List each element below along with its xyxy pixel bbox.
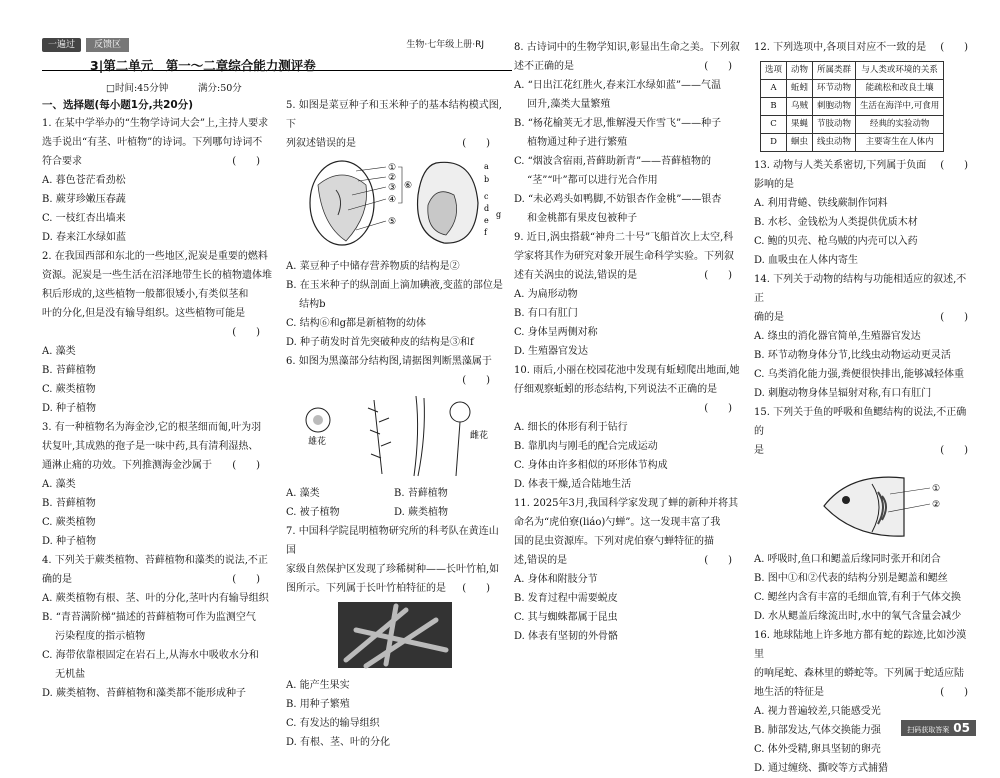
q16-stem: 的响尾蛇、森林里的蟒蛇等。下列属于蛇适应陆 [754,668,964,679]
question-7 [286,522,504,752]
seed-diagram [286,155,504,251]
q2-option: B. 苔藓植物 [42,365,96,376]
q2-stem: 资源。泥炭是一些生活在沼泽地带生长的植物遗体堆 [42,270,272,281]
q5-stem: 列叙述错误的是 ( ) [286,138,490,149]
table-row: A 蚯蚓 环节动物 能疏松和改良土壤 [761,80,944,98]
subject-label: 生物·七年级上册·RJ [406,40,484,50]
q1-stem-2: 选手说出“有茎、叶植物”的诗词。下列哪句诗词不 [42,137,263,148]
q10-stem: 仔细观察蚯蚓的形态结构,下列说法不正确的是 [514,384,718,395]
seed-label: c [484,192,489,201]
q10-option: A. 细长的体形有利于钻行 [514,422,628,433]
q7-option: C. 有发达的输导组织 [286,718,380,729]
q3-stem: 状复叶,其成熟的孢子是一味中药,具有清利湿热、 [42,441,259,452]
q8-option: A. “日出江花红胜火,春来江水绿如蓝”——气温 [514,80,721,91]
q9-option: B. 有口有肛门 [514,308,578,319]
q9-option: D. 生殖器官发达 [514,346,589,357]
q2-option: A. 藻类 [42,346,76,357]
seed-label: a [484,162,489,171]
q13-option: A. 利用背蜷、铁线蕨制作饲料 [754,198,888,209]
q15-stem: 15. 下列关于鱼的呼吸和鱼鳃结构的说法,不正确的 [754,407,967,437]
q6-stem: 6. 如图为黑藻部分结构图,请据图判断黑藻属于 [286,356,492,367]
q5-option: A. 菜豆种子中储存营养物质的结构是② [286,261,460,272]
q8-option: B. “杨花榆荚无才思,惟解漫天作雪飞”——种子 [514,118,722,129]
q7-stem: 图所示。下列属于长叶竹柏特征的是 ( ) [286,583,490,594]
question-2 [42,247,274,418]
q3-option: D. 种子植物 [42,536,97,547]
q11-option: B. 发育过程中需要蜕皮 [514,593,618,604]
seed-label: ④ [388,195,397,205]
podocarpus-photo [286,600,504,670]
female-flower-label: 雌花 [470,431,489,441]
q7-option: B. 用种子繁殖 [286,699,350,710]
tag-feedback: 反馈区 [86,38,129,52]
q5-stem: 5. 如图是菜豆种子和玉米种子的基本结构模式图,下 [286,100,502,130]
q8-stem: 述不正确的是 ( ) [514,61,732,72]
q4-stem: 确的是 ( ) [42,574,260,585]
seed-label: d [484,204,490,213]
q1-stem: 1. 在某中学举办的“生物学诗词大会”上,主持人要求 [42,118,269,129]
seed-label: ⑥ [404,181,413,191]
q8-stem: 8. 古诗词中的生物学知识,彰显出生命之美。下列叙 [514,42,740,53]
q1-option: D. 春来江水绿如蓝 [42,232,127,243]
question-4 [42,551,274,703]
table-header-cell: 与人类或环境的关系 [856,62,944,80]
q9-stem: 述有关涡虫的说法,错误的是 ( ) [514,270,732,281]
seed-label: ⑤ [388,217,397,227]
q7-stem: 7. 中国科学院昆明植物研究所的科考队在黄连山国 [286,526,499,556]
table-header-cell: 选项 [761,62,787,80]
q15-option: B. 图中①和②代表的结构分别是鳃盖和鳃丝 [754,573,948,584]
q2-stem: 积后形成的,这些植物一般都很矮小,有类似茎和 [42,289,249,300]
q16-option: B. 肺部发达,气体交换能力强 [754,725,881,736]
q11-stem: 述,错误的是 ( ) [514,555,732,566]
q1-option: A. 暮色苍茫看劲松 [42,175,126,186]
question-16 [754,626,976,778]
q3-stem: 3. 有一种植物名为海金沙,它的根茎细而匍,叶为羽 [42,422,262,433]
fish-label-2: ② [932,500,941,510]
q9-option: C. 身体呈两侧对称 [514,327,598,338]
q13-stem: 13. 动物与人类关系密切,下列属于负面 ( ) [754,160,968,171]
seed-label: g [496,210,502,219]
q4-stem: 4. 下列关于蕨类植物、苔藓植物和藻类的说法,不正 [42,555,268,566]
fish-label-1: ① [932,484,941,494]
table-header-cell: 动物 [787,62,813,80]
seed-label: ③ [388,183,397,193]
seed-label: ② [388,173,397,183]
q1-option: B. 蕨芽珍嫩压春蔬 [42,194,126,205]
q4-option: C. 海带依靠根固定在岩石上,从海水中吸收水分和 [42,650,259,661]
q2-option: C. 蕨类植物 [42,384,96,395]
q1-option: C. 一枝红杏出墙来 [42,213,126,224]
q3-stem: 通淋止痛的功效。下列推测海金沙属于 ( ) [42,460,260,471]
q13-option: D. 血吸虫在人体内寄生 [754,255,859,266]
q16-option: D. 通过缠绕、撕咬等方式捕猎 [754,763,889,774]
seed-label: e [484,216,489,225]
q4-option: D. 蕨类植物、苔藓植物和藻类都不能形成种子 [42,688,247,699]
question-15 [754,403,976,626]
section-heading: 一、选择题(每小题1分,共20分) [42,99,194,111]
column-1 [42,96,274,703]
seed-label: f [484,228,487,237]
q13-option: C. 鲍的贝壳、枪乌贼的内壳可以入药 [754,236,918,247]
q6-option-row: C. 被子植物 D. 蕨类植物 [286,507,449,518]
q13-option: B. 水杉、金钱松为人类提供优质木材 [754,217,918,228]
q11-option: D. 体表有坚韧的外骨骼 [514,631,619,642]
q9-option: A. 为扁形动物 [514,289,578,300]
q6-option-row: A. 藻类 B. 苔藓植物 [286,488,448,499]
question-8 [514,38,746,228]
header-bar [42,38,512,53]
q8-option: “茎”“叶”都可以进行光合作用 [514,175,658,186]
q2-stem: 叶的分化,但是没有输导组织。这些植物可能是 [42,308,246,319]
question-5 [286,96,504,352]
question-10 [514,361,746,494]
q10-stem: 10. 雨后,小丽在校园花池中发现有蚯蚓爬出地面,她 [514,365,740,376]
question-3 [42,418,274,551]
q14-stem: 14. 下列关于动物的结构与功能相适应的叙述,不正 [754,274,967,304]
male-flower-label: 雄花 [308,437,327,447]
q2-stem: 2. 在我国西部和东北的一些地区,泥炭是重要的燃料 [42,251,268,262]
q3-option: B. 苔藓植物 [42,498,96,509]
q5-option: 结构b [286,299,326,310]
q4-option: A. 蕨类植物有根、茎、叶的分化,茎叶内有输导组织 [42,593,269,604]
question-13 [754,156,976,270]
question-14 [754,270,976,403]
q4-option: 污染程度的指示植物 [42,631,146,642]
q8-option: 和金桃都有果皮包被种子 [514,213,638,224]
q4-option: B. “青苔满阶梯”描述的苔藓植物可作为监测空气 [42,612,256,623]
hydrilla-figure [286,392,504,478]
q14-stem: 确的是 ( ) [754,312,968,323]
page-number: 扫码获取答案 05 [901,720,976,736]
q14-option: A. 绦虫的消化器官简单,生殖器官发达 [754,331,921,342]
q10-option: C. 身体由许多相似的环形体节构成 [514,460,668,471]
table-row: C 果蝇 节肢动物 经典的实验动物 [761,116,944,134]
q7-stem: 家级自然保护区发现了珍稀树种——长叶竹柏,如 [286,564,500,575]
q13-stem: 影响的是 [754,179,794,190]
question-11 [514,494,746,646]
column-3 [514,38,746,646]
seed-label: b [484,175,490,184]
question-6 [286,352,504,522]
q11-option: C. 其与蜘蛛都属于昆虫 [514,612,618,623]
q16-option: C. 体外受精,卵具坚韧的卵壳 [754,744,881,755]
answer-paren: ( ) [232,327,260,338]
q11-option: A. 身体和附肢分节 [514,574,598,585]
question-9 [514,228,746,361]
q16-option: A. 视力普遍较差,只能感受光 [754,706,881,717]
column-4 [754,38,976,778]
table-header-cell: 所属类群 [813,62,856,80]
q8-option: D. “未必鸡头如鸭脚,不妨银杏作金桃”——银杏 [514,194,722,205]
q5-option: B. 在玉米种子的纵剖面上滴加碘液,变蓝的部位是 [286,280,503,291]
q11-stem: 命名为“虎伯寮(liáo)勺蝉”。这一发现丰富了我 [514,517,721,528]
table-header-row [761,62,944,80]
q9-stem: 学家将其作为研究对象开展生命科学实验。下列叙 [514,251,734,262]
q5-option: D. 种子萌发时首先突破种皮的结构是③和f [286,337,474,348]
table-row: D 蛔虫 线虫动物 主要寄生在人体内 [761,134,944,152]
tag-yibianguo: 一遍过 [42,38,81,52]
q8-option: C. “烟波含宿雨,苔藓助新青”——苔藓植物的 [514,156,712,167]
seed-label: ① [388,163,397,173]
answer-paren: ( ) [704,403,732,414]
table-row: B 乌贼 刺胞动物 生活在海洋中,可食用 [761,98,944,116]
q12-table [760,61,944,152]
q14-option: B. 环节动物身体分节,比线虫动物运动更灵活 [754,350,951,361]
q7-option: A. 能产生果实 [286,680,350,691]
q7-option: D. 有根、茎、叶的分化 [286,737,391,748]
q12-stem: 12. 下列选项中,各项目对应不一致的是 ( ) [754,42,968,53]
q14-option: D. 刺胞动物身体呈辐射对称,有口有肛门 [754,388,932,399]
q4-option: 无机盐 [42,669,86,680]
column-2 [286,96,504,752]
q5-option: C. 结构⑥和g都是新植物的幼体 [286,318,427,329]
q1-stem-3: 符合要求 ( ) [42,156,260,167]
q10-option: D. 体表干燥,适合陆地生活 [514,479,632,490]
answer-paren: ( ) [462,375,490,386]
q3-option: A. 藻类 [42,479,76,490]
q16-stem: 16. 地球陆地上许多地方都有蛇的踪迹,比如沙漠里 [754,630,967,660]
q15-option: A. 呼吸时,鱼口和鳃盖后缘同时张开和闭合 [754,554,941,565]
time-label: □时间:45分钟 [106,83,169,94]
q9-stem: 9. 近日,涡虫搭载“神舟二十号”飞船首次上太空,科 [514,232,734,243]
q15-stem: 是 ( ) [754,445,968,456]
score-label: 满分:50分 [198,83,242,94]
q11-stem: 11. 2025年3月,我国科学家发现了蝉的新种并将其 [514,498,739,509]
q14-option: C. 乌类消化能力强,粪便很快排出,能够减轻体重 [754,369,965,380]
q11-stem: 国的昆虫资源库。下列对虎伯寮勺蝉特征的描 [514,536,714,547]
q15-option: D. 水从鳃盖后缘流出时,水中的氧气含量会减少 [754,611,962,622]
q3-option: C. 蕨类植物 [42,517,96,528]
question-1 [42,114,274,247]
q10-option: B. 靠肌肉与刚毛的配合完成运动 [514,441,658,452]
page-title: 3|第二单元 第一～二章综合能力测评卷 [90,58,316,73]
q15-option: C. 鳃丝内含有丰富的毛细血管,有利于气体交换 [754,592,961,603]
fish-gill-figure [754,462,976,544]
question-12 [754,38,976,152]
q8-option: 植物通过种子进行繁殖 [514,137,628,148]
q2-option: D. 种子植物 [42,403,97,414]
q8-option: 回升,藻类大量繁殖 [514,99,611,110]
q16-stem: 地生活的特征是 ( ) [754,687,968,698]
